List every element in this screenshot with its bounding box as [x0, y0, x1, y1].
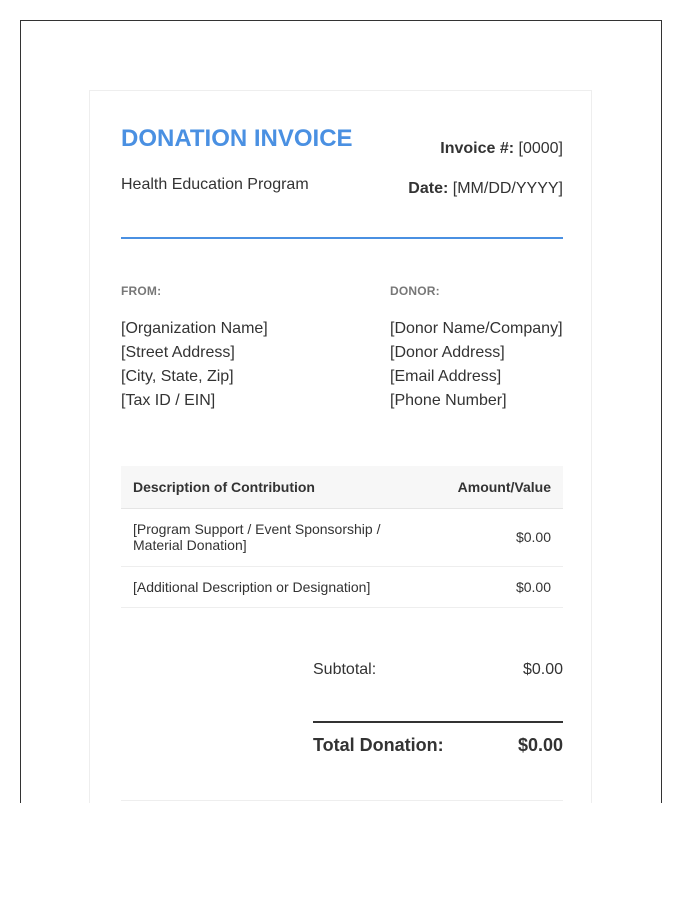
invoice-date — [408, 180, 563, 198]
from-line: [Organization Name] — [121, 320, 268, 337]
subtotal-label: Subtotal: — [313, 661, 377, 678]
row-description: [Additional Description or Designation] — [133, 579, 371, 595]
donor-line: [Email Address] — [390, 368, 502, 385]
contribution-table — [121, 466, 563, 608]
row-amount: $0.00 — [515, 579, 551, 595]
invoice-document — [89, 90, 592, 803]
invoice-number-label: Invoice #: — [440, 140, 515, 157]
row-amount: $0.00 — [515, 529, 551, 545]
from-line: [City, State, Zip] — [121, 368, 234, 385]
from-line: [Tax ID / EIN] — [121, 392, 216, 409]
totals-block — [313, 651, 563, 755]
footer-divider — [121, 800, 563, 801]
invoice-date-label: Date: — [408, 180, 449, 197]
totals-divider — [313, 721, 563, 723]
invoice-title: DONATION INVOICE — [121, 125, 353, 152]
total-row — [313, 735, 563, 765]
total-label: Total Donation: — [313, 735, 444, 755]
program-name: Health Education Program — [121, 176, 309, 193]
header-divider — [121, 237, 563, 239]
invoice-number — [440, 140, 563, 158]
row-description: [Program Support / Event Sponsorship / Material Donation] — [133, 521, 381, 553]
donor-line: [Donor Name/Company] — [390, 320, 563, 337]
from-line: [Street Address] — [121, 344, 235, 361]
column-header-description: Description of Contribution — [133, 479, 315, 495]
subtotal-value: $0.00 — [522, 661, 563, 678]
donor-address-block — [390, 317, 563, 413]
donor-line: [Donor Address] — [390, 344, 505, 361]
total-value: $0.00 — [517, 735, 563, 755]
subtotal-row — [313, 651, 563, 691]
invoice-date-value: [MM/DD/YYYY] — [452, 180, 563, 197]
column-header-amount: Amount/Value — [457, 479, 551, 495]
from-address-block — [121, 317, 268, 413]
table-row — [121, 509, 563, 567]
table-header — [121, 466, 563, 509]
page-frame — [20, 20, 662, 803]
from-label: FROM: — [121, 284, 162, 298]
donor-line: [Phone Number] — [390, 392, 507, 409]
donor-label: DONOR: — [390, 284, 440, 298]
invoice-number-value: [0000] — [518, 140, 563, 157]
table-row — [121, 567, 563, 608]
